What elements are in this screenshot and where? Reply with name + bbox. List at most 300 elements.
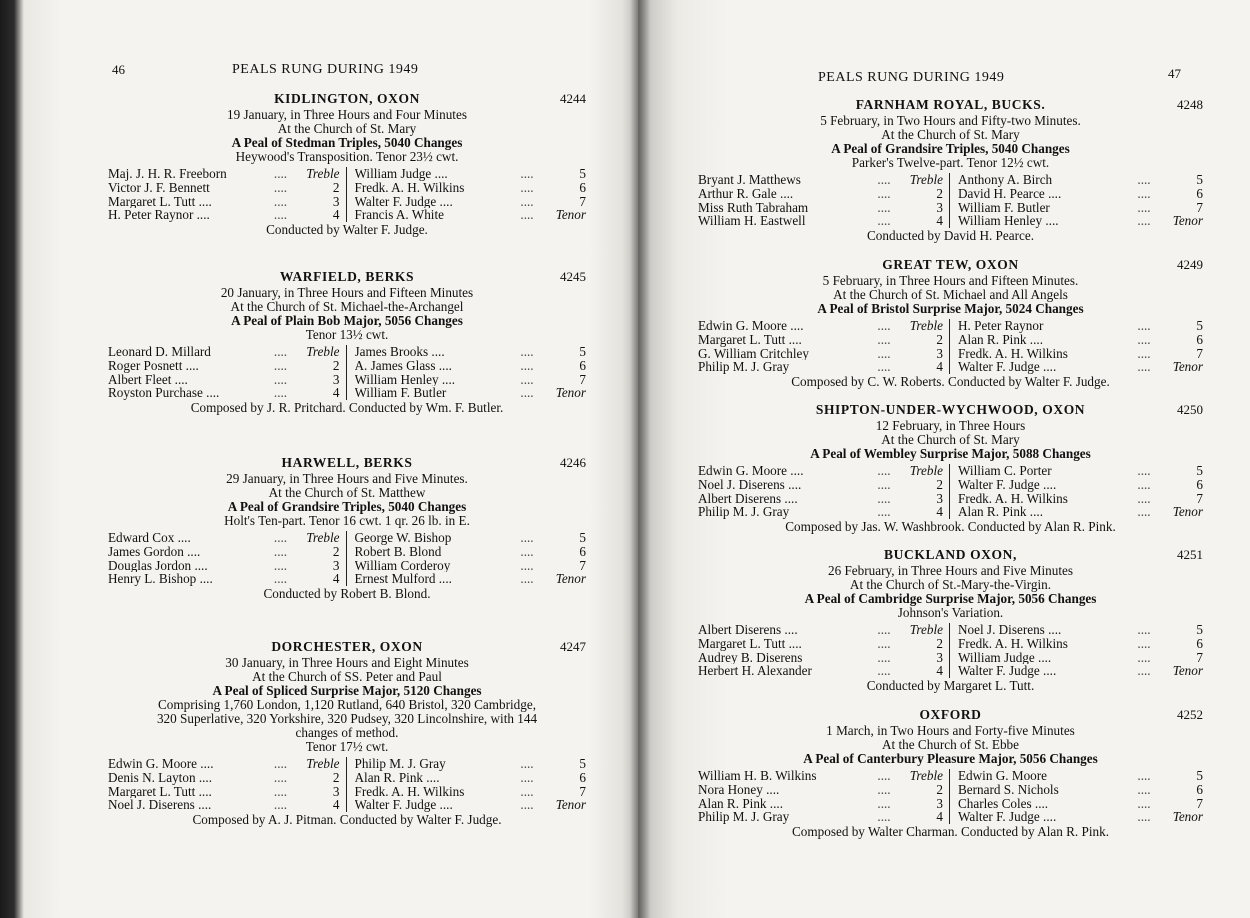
ringer-band <box>698 769 1203 824</box>
ringer-row <box>698 347 943 361</box>
ringers-right-column <box>347 757 587 812</box>
ringer-name: Fredk. A. H. Wilkins <box>354 784 465 799</box>
peal-heading <box>108 456 586 472</box>
ringer-dots: .... <box>877 768 891 783</box>
ringer-name: Leonard D. Millard <box>108 345 211 359</box>
ringer-bell: Tenor <box>555 385 586 401</box>
ringer-bell: Tenor <box>1172 504 1203 520</box>
ringer-bell: 2 <box>936 635 943 651</box>
peal-detail-line: 20 January, in Three Hours and Fifteen Minutes <box>220 285 474 300</box>
ringer-name: William Judge .... <box>958 650 1052 665</box>
ringers-right-column <box>347 531 587 586</box>
ringer-bell: 7 <box>1196 345 1203 361</box>
ringer-row <box>958 201 1203 215</box>
ringer-dots: .... <box>877 345 891 361</box>
ringer-dots: .... <box>273 344 288 359</box>
ringer-row <box>698 637 943 651</box>
ringer-bell: Treble <box>909 172 943 187</box>
ringer-dots: .... <box>273 179 288 195</box>
peal-title: A Peal of Cambridge Surprise Major, 5056 Changes <box>804 591 1097 606</box>
peal-title: A Peal of Plain Bob Major, 5056 Changes <box>231 313 463 328</box>
ringer-dots: .... <box>520 769 534 785</box>
peal-heading <box>108 640 586 656</box>
peal-detail-line: 30 January, in Three Hours and Eight Minutes <box>225 655 469 670</box>
peal-place: WARFIELD, BERKS <box>279 269 415 284</box>
ringer-name: Albert Diserens .... <box>698 623 798 637</box>
ringer-row <box>698 464 943 478</box>
ringer-bell: 4 <box>332 207 340 223</box>
ringer-dots: .... <box>1137 213 1151 229</box>
ringer-dots: .... <box>1137 476 1151 492</box>
ringer-dots: .... <box>1137 331 1151 347</box>
ringer-bell: 2 <box>332 543 340 559</box>
ringer-name: Noel J. Diserens .... <box>958 623 1062 637</box>
ringer-row <box>698 214 943 228</box>
ringer-name: William C. Porter <box>958 464 1052 478</box>
ringer-dots: .... <box>877 635 891 651</box>
ringers-right-column <box>950 623 1203 678</box>
ringer-dots: .... <box>1137 795 1151 811</box>
ringer-row <box>698 769 943 783</box>
ringer-bell: Treble <box>306 344 340 359</box>
ringer-name: William F. Butler <box>354 386 447 401</box>
ringer-name: Noel J. Diserens .... <box>698 477 802 492</box>
ringer-dots: .... <box>273 207 288 223</box>
ringer-row <box>355 386 587 400</box>
ringer-dots: .... <box>877 504 891 520</box>
ringer-bell: 7 <box>579 783 586 799</box>
ringer-name: Noel J. Diserens .... <box>108 798 212 813</box>
ringer-row <box>108 181 340 195</box>
ringer-row <box>108 373 340 387</box>
peal-note-line: 320 Superlative, 320 Yorkshire, 320 Pudsey, 320 Lincolnshire, with 144 <box>156 711 538 726</box>
ringer-name: Herbert H. Alexander <box>698 664 812 679</box>
peal-number: 4249 <box>1177 257 1203 272</box>
ringer-row <box>355 181 587 195</box>
ringer-bell: 6 <box>579 357 586 373</box>
ringer-row <box>108 386 340 400</box>
ringer-bell: 3 <box>936 490 943 506</box>
ringer-name: Walter F. Judge .... <box>958 360 1057 375</box>
ringer-bell: 6 <box>579 769 586 785</box>
ringer-row <box>958 478 1203 492</box>
ringer-row <box>355 798 587 812</box>
ringer-row <box>698 810 943 824</box>
peal-place: BUCKLAND OXON, <box>884 547 1017 562</box>
ringer-row <box>958 797 1203 811</box>
peal-detail-line: At the Church of St.-Mary-the-Virgin. <box>849 577 1052 592</box>
ringer-name: James Brooks .... <box>354 345 445 359</box>
ringer-name: Charles Coles .... <box>958 796 1049 811</box>
ringer-row <box>698 623 943 637</box>
ringer-dots: .... <box>877 781 891 797</box>
ringer-bell: 5 <box>1196 622 1203 637</box>
ringer-name: Walter F. Judge .... <box>958 664 1057 679</box>
ringer-row <box>355 345 587 359</box>
peal-detail-line: At the Church of St. Mary <box>881 432 1020 447</box>
ringer-name: Alan R. Pink .... <box>698 796 783 811</box>
ringer-bell: 4 <box>936 359 943 375</box>
ringer-row <box>108 771 340 785</box>
ringers-left-column <box>108 757 347 812</box>
ringer-bell: 6 <box>1196 331 1203 347</box>
ringer-bell: 6 <box>1196 781 1203 797</box>
peal-title: A Peal of Stedman Triples, 5040 Changes <box>231 135 463 150</box>
ringer-row <box>355 373 587 387</box>
ringer-bell: 5 <box>579 530 586 545</box>
ringer-bell: 2 <box>936 781 943 797</box>
ringer-dots: .... <box>1137 359 1151 375</box>
ringer-bell: Treble <box>306 756 340 771</box>
peal-entry <box>108 456 586 601</box>
ringer-bell: 6 <box>1196 476 1203 492</box>
ringer-name: Denis N. Layton .... <box>108 770 213 785</box>
ringer-dots: .... <box>273 357 288 373</box>
ringer-name: Douglas Jordon .... <box>108 558 208 573</box>
ringer-dots: .... <box>520 783 534 799</box>
ringer-name: Walter F. Judge .... <box>958 810 1057 825</box>
ringer-dots: .... <box>520 371 534 387</box>
ringer-name: Edwin G. Moore .... <box>698 319 804 333</box>
ringers-right-column <box>950 464 1203 519</box>
ringer-row <box>698 360 943 374</box>
ringer-row <box>698 492 943 506</box>
ringer-row <box>698 478 943 492</box>
ringer-row <box>698 651 943 665</box>
ringer-row <box>958 319 1203 333</box>
ringer-name: Alan R. Pink .... <box>958 505 1043 520</box>
ringer-dots: .... <box>273 385 288 401</box>
peal-entry <box>698 403 1203 534</box>
ringer-dots: .... <box>877 622 891 637</box>
ringer-row <box>958 464 1203 478</box>
peal-conductor: Conducted by Walter F. Judge. <box>266 222 428 238</box>
ringer-name: Alan R. Pink .... <box>354 770 440 785</box>
peal-number: 4245 <box>560 269 586 284</box>
ringer-bell: Tenor <box>555 797 586 813</box>
right-page <box>638 0 1250 918</box>
ringer-name: Bryant J. Matthews <box>698 173 801 187</box>
ringer-dots: .... <box>273 769 288 785</box>
ringer-bell: Treble <box>909 768 943 783</box>
ringer-row <box>355 531 587 545</box>
ringer-dots: .... <box>273 193 288 209</box>
ringer-row <box>958 187 1203 201</box>
ringer-row <box>108 545 340 559</box>
ringer-band <box>698 464 1203 519</box>
ringer-row <box>108 798 340 812</box>
ringer-bell: Treble <box>909 318 943 333</box>
ringer-row <box>108 195 340 209</box>
ringer-name: Audrey B. Diserens <box>698 650 803 665</box>
peal-place: HARWELL, BERKS <box>281 455 413 470</box>
peal-number: 4250 <box>1177 402 1203 417</box>
ringer-bell: 4 <box>936 504 943 520</box>
ringer-name: Margaret L. Tutt .... <box>698 332 802 347</box>
peal-entry <box>108 92 586 237</box>
ringer-row <box>355 167 587 181</box>
ringer-band <box>698 173 1203 228</box>
peal-title: A Peal of Grandsire Triples, 5040 Changes <box>831 141 1070 156</box>
peal-title: A Peal of Grandsire Triples, 5040 Changes <box>227 499 467 514</box>
ringer-bell: 2 <box>332 769 340 785</box>
ringer-name: Arthur R. Gale .... <box>698 186 794 201</box>
ringer-bell: 3 <box>332 783 340 799</box>
ringer-row <box>355 771 587 785</box>
peal-detail-line: At the Church of St. Matthew <box>268 485 426 500</box>
peal-number: 4246 <box>560 455 586 470</box>
ringer-bell: Tenor <box>1172 359 1203 375</box>
peal-note-line: Heywood's Transposition. Tenor 23½ cwt. <box>235 149 459 164</box>
ringer-name: Bernard S. Nichols <box>958 782 1059 797</box>
ringer-dots: .... <box>877 476 891 492</box>
ringer-name: Philip M. J. Gray <box>698 360 790 375</box>
ringers-right-column <box>950 319 1203 374</box>
ringer-row <box>108 785 340 799</box>
ringer-row <box>958 173 1203 187</box>
ringer-dots: .... <box>1137 199 1151 215</box>
peal-title: A Peal of Canterbury Pleasure Major, 5056 Changes <box>803 751 1098 766</box>
ringer-dots: .... <box>273 756 288 771</box>
ringer-dots: .... <box>877 359 891 375</box>
peal-entry <box>698 548 1203 693</box>
ringer-dots: .... <box>520 357 534 373</box>
ringer-row <box>108 757 340 771</box>
ringer-dots: .... <box>877 185 891 201</box>
ringer-name: Edwin G. Moore .... <box>698 464 804 478</box>
peal-conductor: Conducted by David H. Pearce. <box>867 228 1034 244</box>
ringer-bell: 7 <box>579 557 586 573</box>
ringers-left-column <box>108 345 347 400</box>
ringer-name: William H. B. Wilkins <box>698 769 817 783</box>
ringer-row <box>108 345 340 359</box>
ringer-dots: .... <box>520 571 534 587</box>
peal-place: OXFORD <box>919 707 982 722</box>
page-number: 47 <box>1168 66 1181 81</box>
ringer-bell: 4 <box>936 213 943 229</box>
ringer-name: Walter F. Judge .... <box>354 194 453 209</box>
ringer-dots: .... <box>1137 649 1151 665</box>
ringer-bell: 2 <box>332 357 340 373</box>
ringer-dots: .... <box>520 207 534 223</box>
ringer-bell: 4 <box>332 571 340 587</box>
ringer-bell: Tenor <box>1172 663 1203 679</box>
ringer-name: William Judge .... <box>354 167 448 181</box>
ringer-band <box>108 757 586 812</box>
ringer-band <box>108 345 586 400</box>
ringer-dots: .... <box>1137 345 1151 361</box>
ringer-row <box>698 173 943 187</box>
peal-number: 4248 <box>1177 97 1203 112</box>
ringer-row <box>355 559 587 573</box>
ringer-dots: .... <box>1137 185 1151 201</box>
ringer-dots: .... <box>520 385 534 401</box>
peal-detail-line: 5 February, in Three Hours and Fifteen Minutes. <box>822 273 1079 288</box>
ringer-bell: 3 <box>936 199 943 215</box>
ringer-row <box>108 208 340 222</box>
ringer-bell: 5 <box>579 166 586 181</box>
ringer-dots: .... <box>877 318 891 333</box>
ringer-name: William Corderoy <box>354 558 451 573</box>
ringer-row <box>355 195 587 209</box>
ringer-name: Walter F. Judge .... <box>354 798 453 813</box>
ringer-bell: 7 <box>579 193 586 209</box>
ringer-bell: 3 <box>332 371 340 387</box>
ringer-name: Philip M. J. Gray <box>354 757 446 771</box>
ringer-dots: .... <box>1137 809 1151 825</box>
ringer-name: William Henley .... <box>958 214 1059 229</box>
ringers-left-column <box>698 319 950 374</box>
ringer-dots: .... <box>1137 663 1151 679</box>
ringer-name: Fredk. A. H. Wilkins <box>354 180 465 195</box>
peal-detail-line: At the Church of St. Michael-the-Archangel <box>230 299 464 314</box>
ringers-left-column <box>698 173 950 228</box>
peal-conductor: Composed by A. J. Pitman. Conducted by Walter F. Judge. <box>192 812 502 828</box>
peal-detail-line: 29 January, in Three Hours and Five Minutes. <box>226 471 468 486</box>
ringer-bell: 5 <box>1196 318 1203 333</box>
ringer-dots: .... <box>520 193 534 209</box>
ringer-row <box>355 785 587 799</box>
ringer-name: A. James Glass .... <box>354 358 452 373</box>
ringer-name: Philip M. J. Gray <box>698 810 790 825</box>
ringer-name: Edwin G. Moore .... <box>108 757 214 771</box>
ringer-row <box>958 637 1203 651</box>
ringer-dots: .... <box>877 331 891 347</box>
ringer-band <box>698 623 1203 678</box>
ringer-bell: 5 <box>579 756 586 771</box>
ringer-name: David H. Pearce .... <box>958 186 1062 201</box>
ringer-bell: 3 <box>936 795 943 811</box>
ringers-left-column <box>698 623 950 678</box>
peal-detail-line: At the Church of St. Michael and All Angels <box>833 287 1068 302</box>
ringer-name: Fredk. A. H. Wilkins <box>958 491 1068 506</box>
ringer-row <box>958 505 1203 519</box>
ringer-bell: 5 <box>579 344 586 359</box>
peal-number: 4247 <box>560 639 586 654</box>
peal-place: DORCHESTER, OXON <box>271 639 423 654</box>
ringer-bell: 2 <box>936 185 943 201</box>
ringer-name: Walter F. Judge .... <box>958 477 1057 492</box>
peal-detail-line: At the Church of St. Mary <box>881 127 1020 142</box>
ringer-name: Miss Ruth Tabraham <box>698 200 809 215</box>
peal-number: 4252 <box>1177 707 1203 722</box>
ringer-name: George W. Bishop <box>354 531 452 545</box>
peal-place: FARNHAM ROYAL, BUCKS. <box>855 97 1046 112</box>
peal-detail-line: 5 February, in Two Hours and Fifty-two Minutes. <box>820 113 1081 128</box>
ringer-dots: .... <box>877 463 891 478</box>
ringer-bell: 2 <box>332 179 340 195</box>
ringer-row <box>958 333 1203 347</box>
ringer-dots: .... <box>273 783 288 799</box>
ringer-dots: .... <box>877 490 891 506</box>
peal-conductor: Composed by J. R. Pritchard. Conducted by Wm. F. Butler. <box>190 400 504 416</box>
ringer-bell: Tenor <box>1172 809 1203 825</box>
ringer-dots: .... <box>520 344 534 359</box>
ringer-band <box>698 319 1203 374</box>
ringer-bell: 6 <box>579 543 586 559</box>
ringer-dots: .... <box>273 166 288 181</box>
ringer-dots: .... <box>520 557 534 573</box>
ringer-row <box>355 572 587 586</box>
ringer-name: William H. Eastwell <box>698 214 806 229</box>
ringer-name: Nora Honey .... <box>698 782 780 797</box>
ringer-row <box>698 333 943 347</box>
ringer-name: H. Peter Raynor .... <box>108 208 210 223</box>
ringer-band <box>108 167 586 222</box>
ringers-left-column <box>698 464 950 519</box>
peal-note-line: Comprising 1,760 London, 1,120 Rutland, 640 Bristol, 320 Cambridge, <box>157 697 537 712</box>
ringer-row <box>108 359 340 373</box>
ringer-bell: Tenor <box>555 571 586 587</box>
ringer-dots: .... <box>273 571 288 587</box>
peal-title: A Peal of Bristol Surprise Major, 5024 Changes <box>817 301 1084 316</box>
peal-detail-line: At the Church of St. Ebbe <box>882 737 1019 752</box>
ringer-bell: 6 <box>1196 185 1203 201</box>
ringer-dots: .... <box>273 557 288 573</box>
ringer-dots: .... <box>1137 172 1151 187</box>
ringer-bell: 7 <box>1196 795 1203 811</box>
ringer-name: Albert Diserens .... <box>698 491 798 506</box>
ringer-name: Margaret L. Tutt .... <box>108 784 212 799</box>
ringers-left-column <box>108 167 347 222</box>
ringer-dots: .... <box>877 172 891 187</box>
page-number: 46 <box>112 62 125 77</box>
ringer-dots: .... <box>1137 318 1151 333</box>
ringer-dots: .... <box>520 797 534 813</box>
ringer-dots: .... <box>877 649 891 665</box>
ringer-dots: .... <box>877 809 891 825</box>
ringer-bell: 7 <box>1196 199 1203 215</box>
peal-number: 4251 <box>1177 547 1203 562</box>
ringer-dots: .... <box>1137 463 1151 478</box>
ringer-bell: 4 <box>332 797 340 813</box>
ringer-name: Roger Posnett .... <box>108 358 199 373</box>
peal-title: A Peal of Spliced Surprise Major, 5120 Changes <box>212 683 482 698</box>
peal-conductor: Composed by Walter Charman. Conducted by Alan R. Pink. <box>792 824 1109 840</box>
ringer-dots: .... <box>877 213 891 229</box>
ringer-row <box>355 545 587 559</box>
ringer-dots: .... <box>877 795 891 811</box>
ringer-bell: 4 <box>332 385 340 401</box>
ringer-dots: .... <box>1137 490 1151 506</box>
ringer-row <box>958 347 1203 361</box>
ringer-dots: .... <box>1137 504 1151 520</box>
peal-detail-line: 1 March, in Two Hours and Forty-five Minutes <box>826 723 1075 738</box>
ringer-bell: Treble <box>909 463 943 478</box>
ringer-row <box>698 319 943 333</box>
ringer-row <box>355 757 587 771</box>
ringer-bell: Tenor <box>1172 213 1203 229</box>
peal-conductor: Conducted by Margaret L. Tutt. <box>866 678 1035 694</box>
ringer-row <box>698 505 943 519</box>
ringer-bell: 3 <box>332 193 340 209</box>
ringer-name: Albert Fleet .... <box>108 372 188 387</box>
peal-detail-line: At the Church of St. Mary <box>277 121 417 136</box>
peal-note-line: Johnson's Variation. <box>897 605 1004 620</box>
peal-detail-line: At the Church of SS. Peter and Paul <box>252 669 442 684</box>
ringer-bell: Tenor <box>555 207 586 223</box>
ringers-right-column <box>950 769 1203 824</box>
ringer-row <box>958 769 1203 783</box>
peal-note-line: Tenor 17½ cwt. <box>305 739 389 754</box>
peal-heading <box>698 98 1203 114</box>
peal-note-line: Parker's Twelve-part. Tenor 12½ cwt. <box>851 155 1050 170</box>
peal-entry <box>698 708 1203 839</box>
ringer-name: Margaret L. Tutt .... <box>698 636 802 651</box>
ringer-dots: .... <box>1137 635 1151 651</box>
ringer-row <box>108 167 340 181</box>
ringer-name: William Henley .... <box>354 372 456 387</box>
